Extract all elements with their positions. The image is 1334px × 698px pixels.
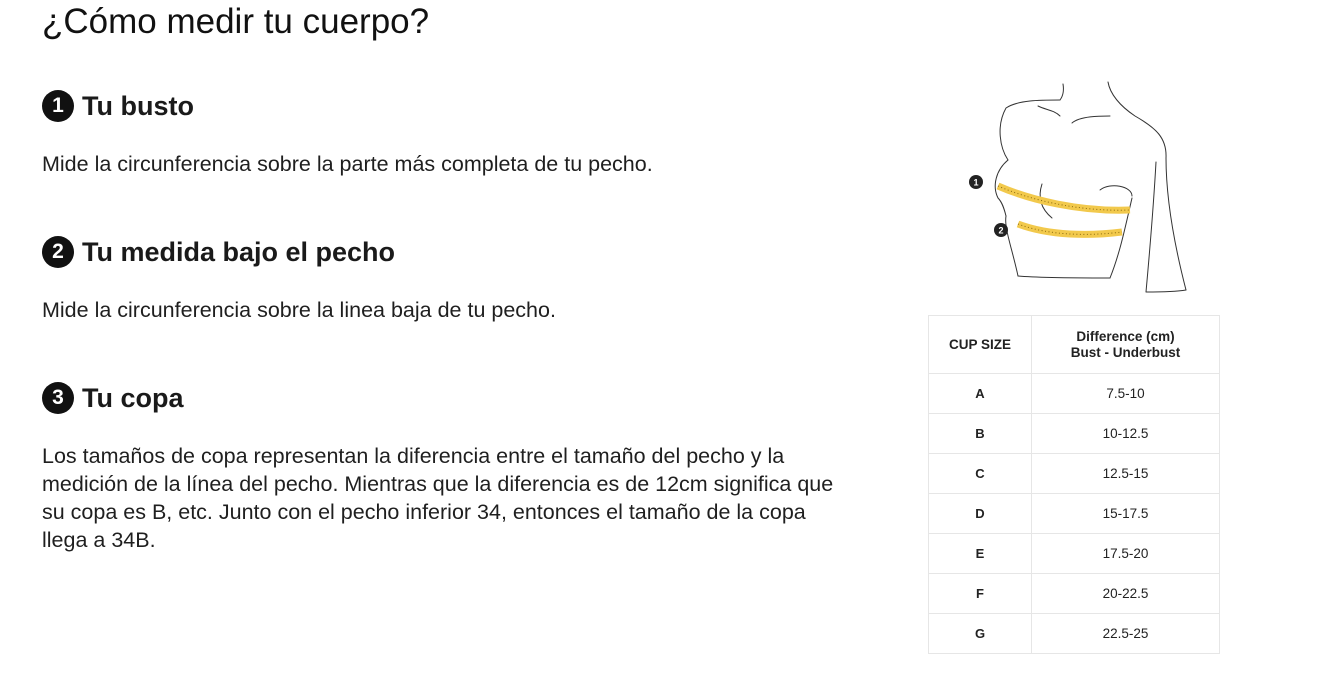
section-heading (42, 382, 842, 414)
cup-cell: F (929, 574, 1032, 614)
table-row (929, 574, 1220, 614)
section-heading-label: Tu copa (82, 383, 184, 413)
cup-cell: E (929, 534, 1032, 574)
section-cup (42, 382, 842, 552)
cup-size-table (928, 315, 1220, 654)
difference-cell: 17.5-20 (1032, 534, 1220, 574)
table-header-row (929, 316, 1220, 374)
table-row (929, 494, 1220, 534)
number-one-badge: 1 (42, 90, 74, 122)
cup-cell: D (929, 494, 1032, 534)
section-underbust (42, 236, 842, 322)
section-bust (42, 90, 842, 176)
difference-header-line2: Bust - Underbust (1070, 344, 1181, 360)
difference-cell: 7.5-10 (1032, 374, 1220, 414)
table-row (929, 614, 1220, 654)
cup-size-header: CUP SIZE (929, 316, 1032, 374)
section-heading-label: Tu medida bajo el pecho (82, 237, 396, 267)
table-row (929, 534, 1220, 574)
number-three-badge: 3 (42, 382, 74, 414)
section-description: Mide la circunferencia sobre la parte más completa de tu pecho. (42, 152, 653, 176)
cup-cell: C (929, 454, 1032, 494)
cup-cell: G (929, 614, 1032, 654)
difference-cell: 22.5-25 (1032, 614, 1220, 654)
underbust-marker-label: 2 (998, 225, 1004, 236)
difference-header (1032, 316, 1220, 374)
cup-cell: B (929, 414, 1032, 454)
table-row (929, 374, 1220, 414)
bust-tape (998, 186, 1130, 210)
section-heading (42, 236, 842, 268)
body-measure-illustration (960, 78, 1200, 298)
difference-cell: 20-22.5 (1032, 574, 1220, 614)
section-heading-label: Tu busto (82, 91, 194, 121)
bust-marker-label: 1 (973, 177, 979, 188)
number-two-badge: 2 (42, 236, 74, 268)
difference-cell: 12.5-15 (1032, 454, 1220, 494)
table-row (929, 414, 1220, 454)
difference-cell: 10-12.5 (1032, 414, 1220, 454)
section-heading (42, 90, 842, 122)
difference-header-line1: Difference (cm) (1076, 328, 1175, 344)
cup-cell: A (929, 374, 1032, 414)
underbust-tape (1018, 224, 1122, 234)
section-description: Los tamaños de copa representan la diferencia entre el tamaño del pecho y la medición de la línea del pecho. Mientras que la diferencia es de 12cm significa que su copa es B, etc. Junto con el pecho inferior 34, entonces el tamaño de la copa llega a 34B. (42, 444, 834, 552)
difference-cell: 15-17.5 (1032, 494, 1220, 534)
table-row (929, 454, 1220, 494)
section-description: Mide la circunferencia sobre la linea baja de tu pecho. (42, 298, 556, 322)
page-title: ¿Cómo medir tu cuerpo? (42, 2, 430, 41)
